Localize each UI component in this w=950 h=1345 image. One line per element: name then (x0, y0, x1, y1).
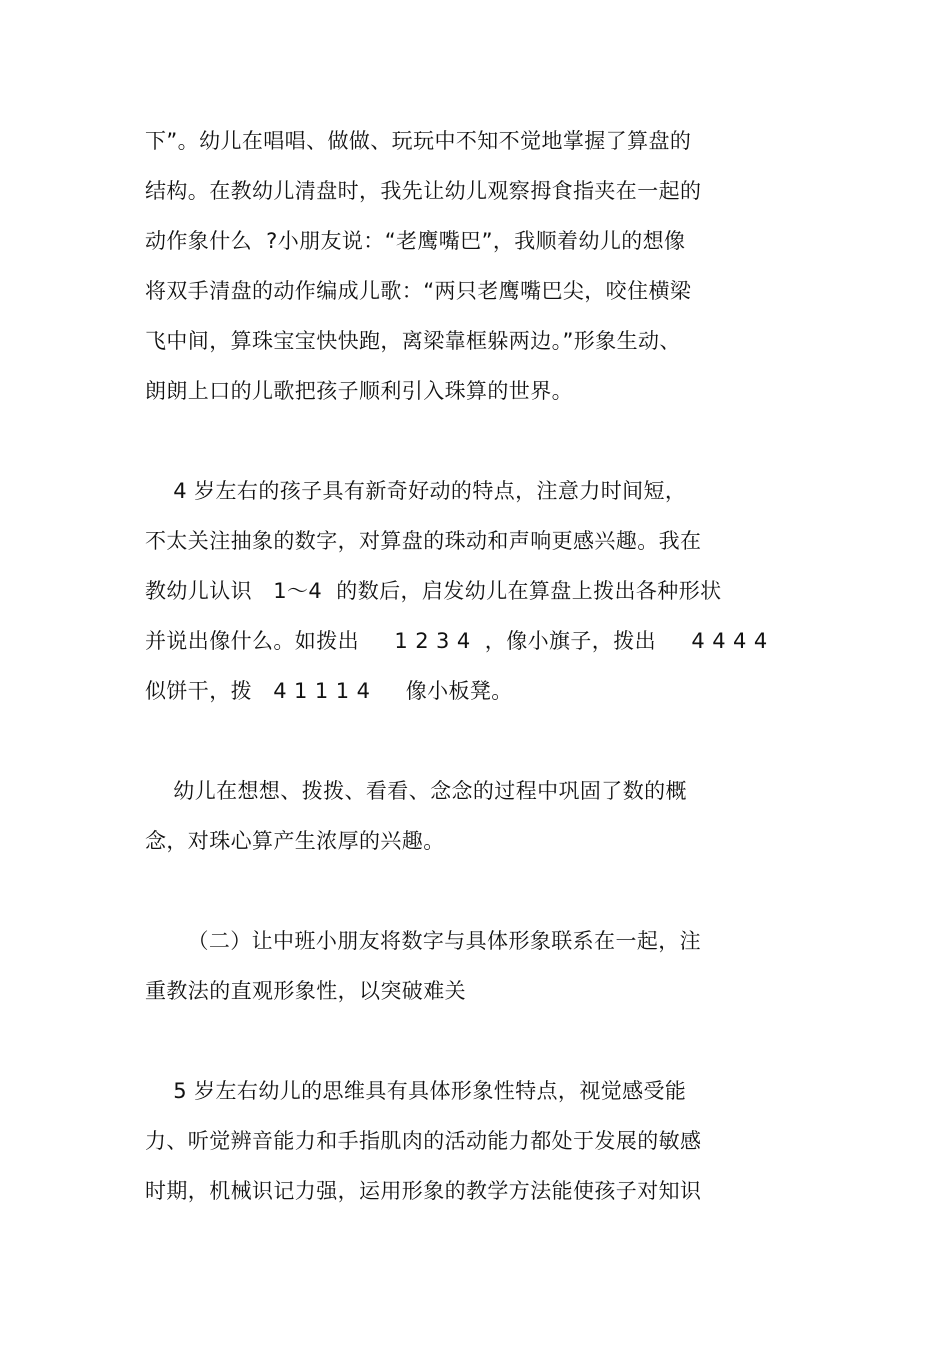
text-line: 飞中间，算珠宝宝快快跑，离梁靠框躲两边。”形象生动、 (145, 329, 681, 353)
text-line: 似饼干，拨 4 1 1 1 4 像小板凳。 (145, 679, 513, 703)
text-line: 并说出像什么。如拨出 1 2 3 4 ，像小旗子，拨出 4 4 4 4 (145, 629, 768, 653)
text-line: 教幼儿认识 1～4 的数后，启发幼儿在算盘上拨出各种形状 (145, 579, 722, 603)
text-line: 时期，机械识记力强，运用形象的教学方法能使孩子对知识 (145, 1179, 702, 1203)
section-heading: 重教法的直观形象性，以突破难关 (145, 979, 466, 1003)
text-line: 朗朗上口的儿歌把孩子顺利引入珠算的世界。 (145, 379, 573, 403)
text-line: 结构。在教幼儿清盘时，我先让幼儿观察拇食指夹在一起的 (145, 179, 702, 203)
text-line: 下”。幼儿在唱唱、做做、玩玩中不知不觉地掌握了算盘的 (145, 129, 692, 153)
text-line: 动作象什么 ?小朋友说：“老鹰嘴巴”，我顺着幼儿的想像 (145, 229, 686, 253)
section-heading: （二）让中班小朋友将数字与具体形象联系在一起，注 (145, 929, 702, 953)
text-line: 将双手清盘的动作编成儿歌：“两只老鹰嘴巴尖，咬住横梁 (145, 279, 692, 303)
text-line: 4 岁左右的孩子具有新奇好动的特点，注意力时间短， (145, 479, 687, 503)
text-line: 力、听觉辨音能力和手指肌肉的活动能力都处于发展的敏感 (145, 1129, 702, 1153)
text-line: 5 岁左右幼儿的思维具有具体形象性特点，视觉感受能 (145, 1079, 687, 1103)
text-line: 幼儿在想想、拨拨、看看、念念的过程中巩固了数的概 (145, 779, 687, 803)
text-line: 念，对珠心算产生浓厚的兴趣。 (145, 829, 445, 853)
text-line: 不太关注抽象的数字，对算盘的珠动和声响更感兴趣。我在 (145, 529, 702, 553)
